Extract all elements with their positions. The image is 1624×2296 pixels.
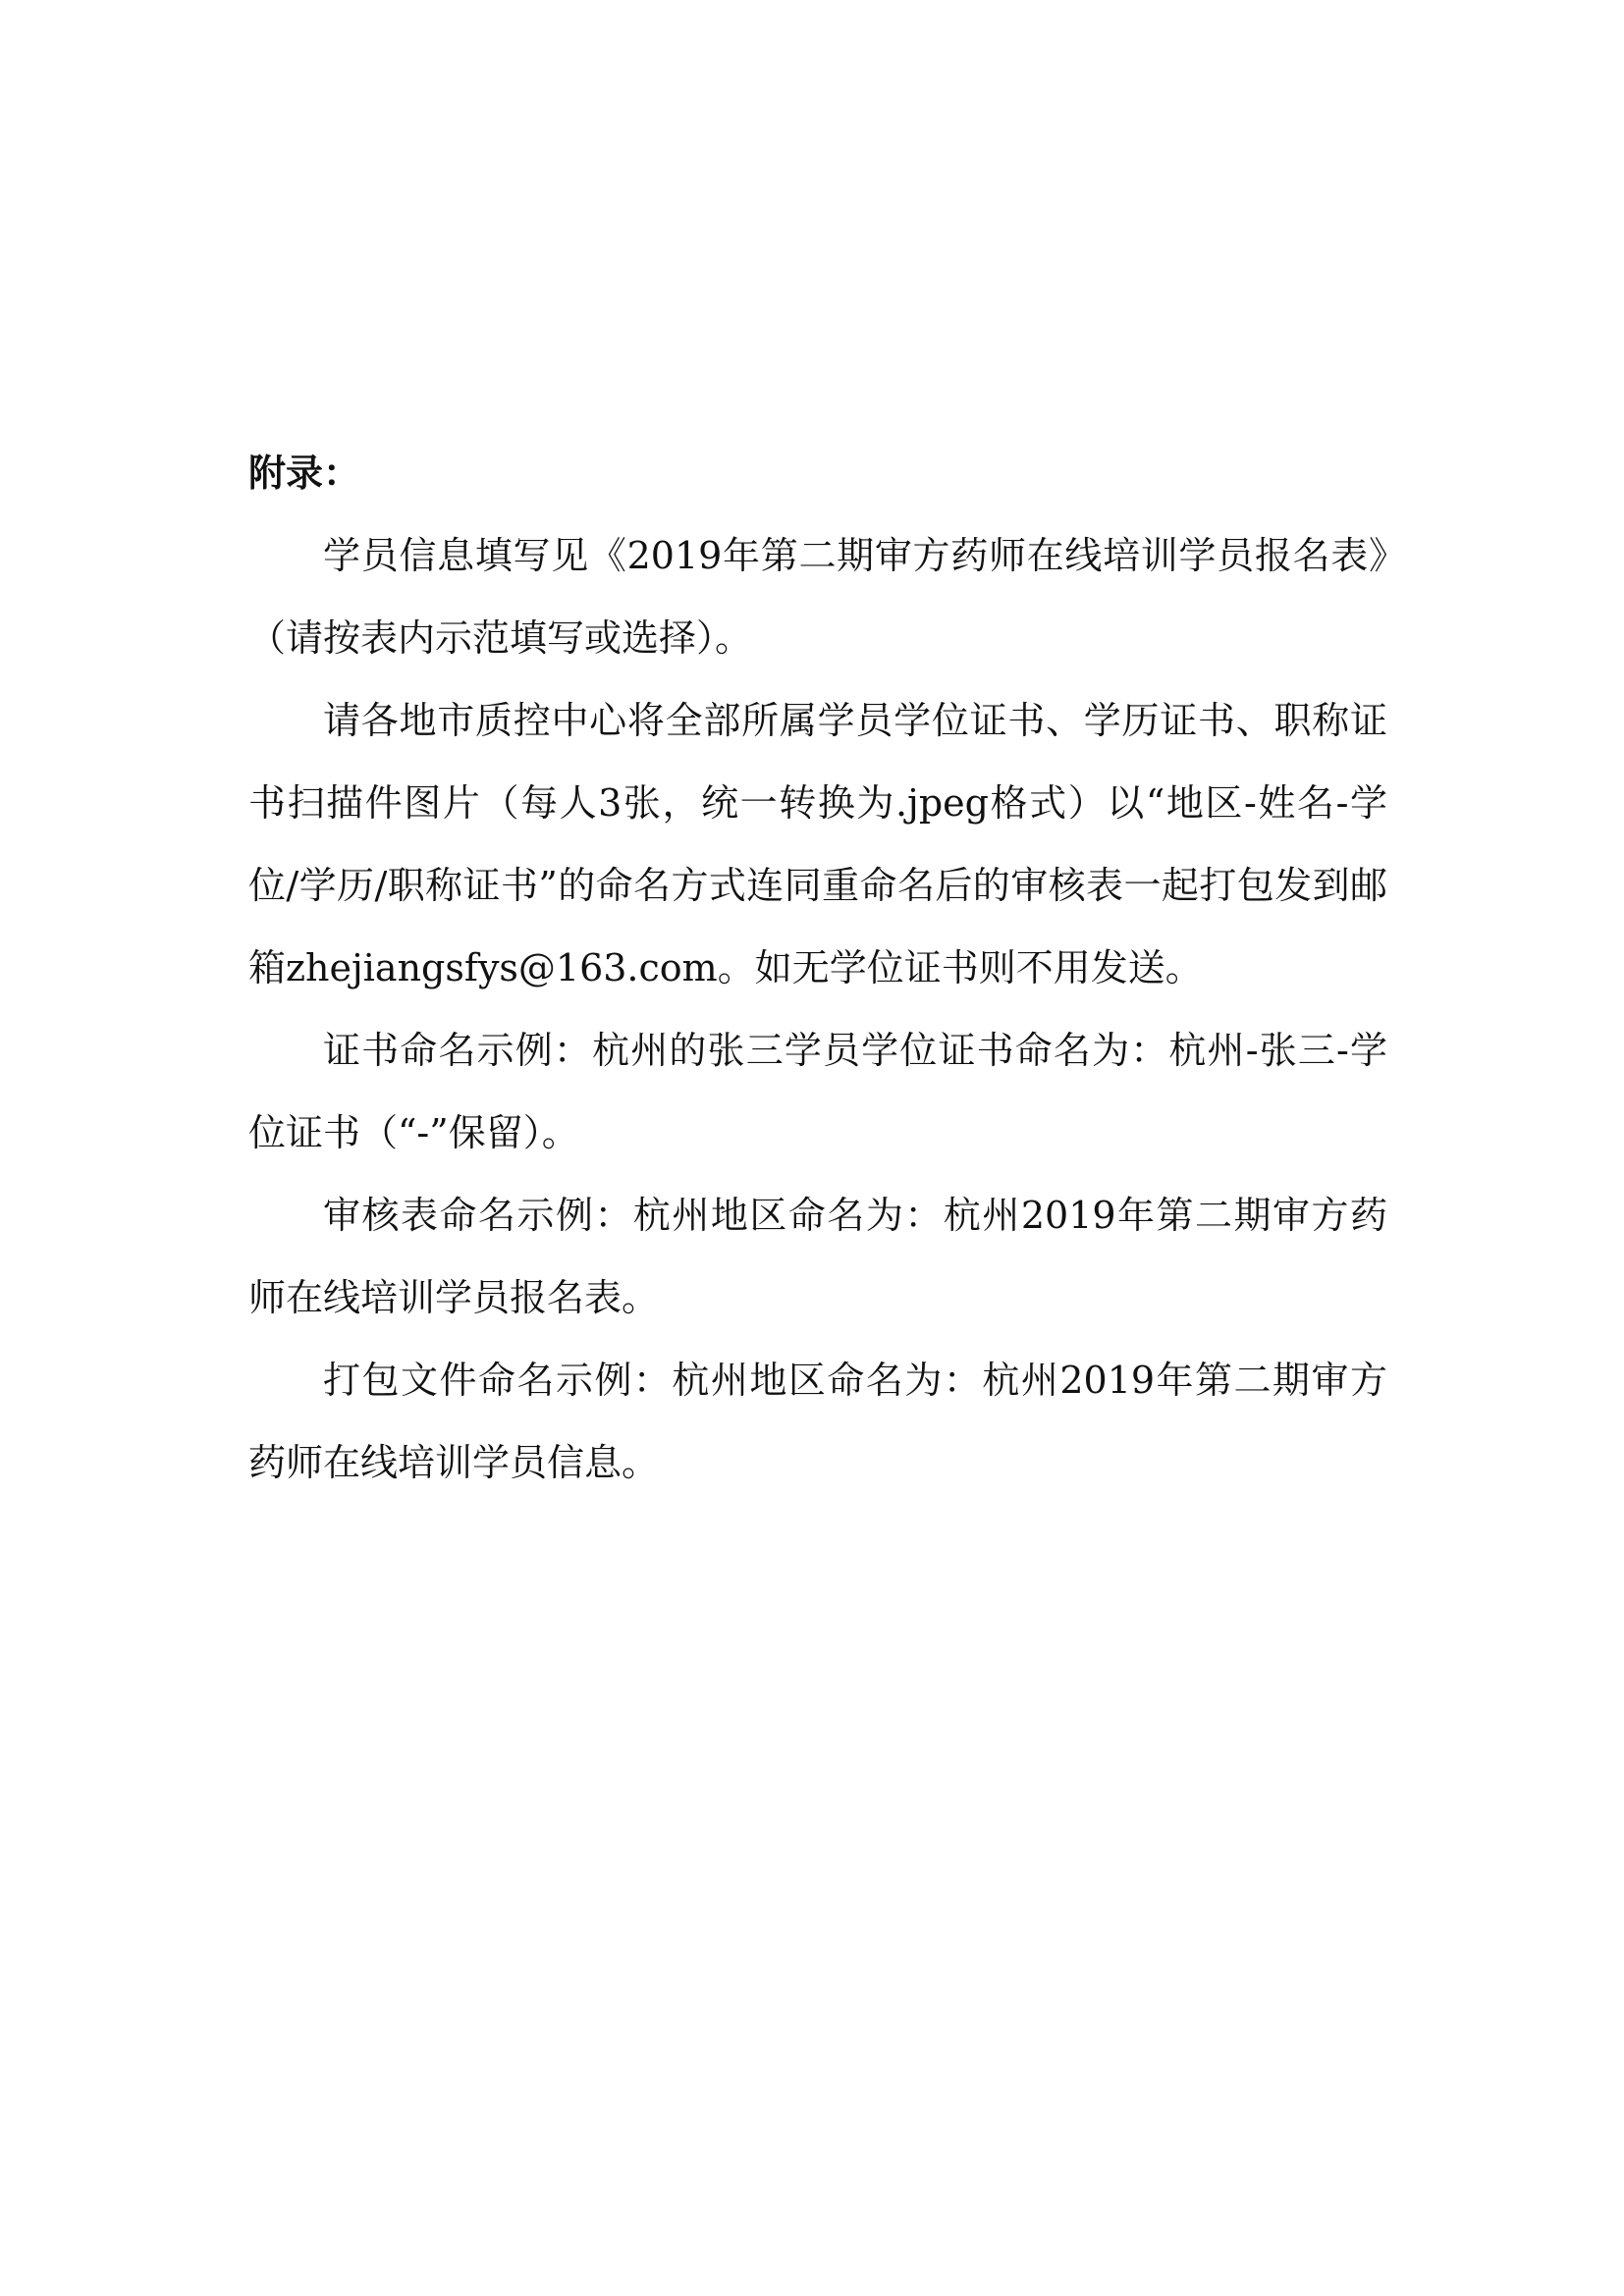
paragraph-certificate-naming-example: 证书命名示例：杭州的张三学员学位证书命名为：杭州-张三-学位证书（“-”保留）。: [248, 1029, 1387, 1154]
paragraph-certificate-submission: 请各地市质控中心将全部所属学员学位证书、学历证书、职称证书扫描件图片（每人3张，统一转换为.jpeg格式）以“地区-姓名-学位/学历/职称证书”的命名方式连同重命名后的审核表一起打包发到邮箱zhejiangsfys@163.com。如无学位证书则不用发送。: [248, 699, 1387, 989]
paragraph-student-info: 学员信息填写见《2019年第二期审方药师在线培训学员报名表》（请按表内示范填写或选择）。: [248, 534, 1387, 660]
document-body: [248, 432, 1387, 1504]
paragraph-review-form-naming-example: 审核表命名示例：杭州地区命名为：杭州2019年第二期审方药师在线培训学员报名表。: [248, 1194, 1387, 1319]
paragraph-package-naming-example: 打包文件命名示例：杭州地区命名为：杭州2019年第二期审方药师在线培训学员信息。: [248, 1359, 1387, 1484]
appendix-heading: 附录：: [248, 452, 361, 495]
